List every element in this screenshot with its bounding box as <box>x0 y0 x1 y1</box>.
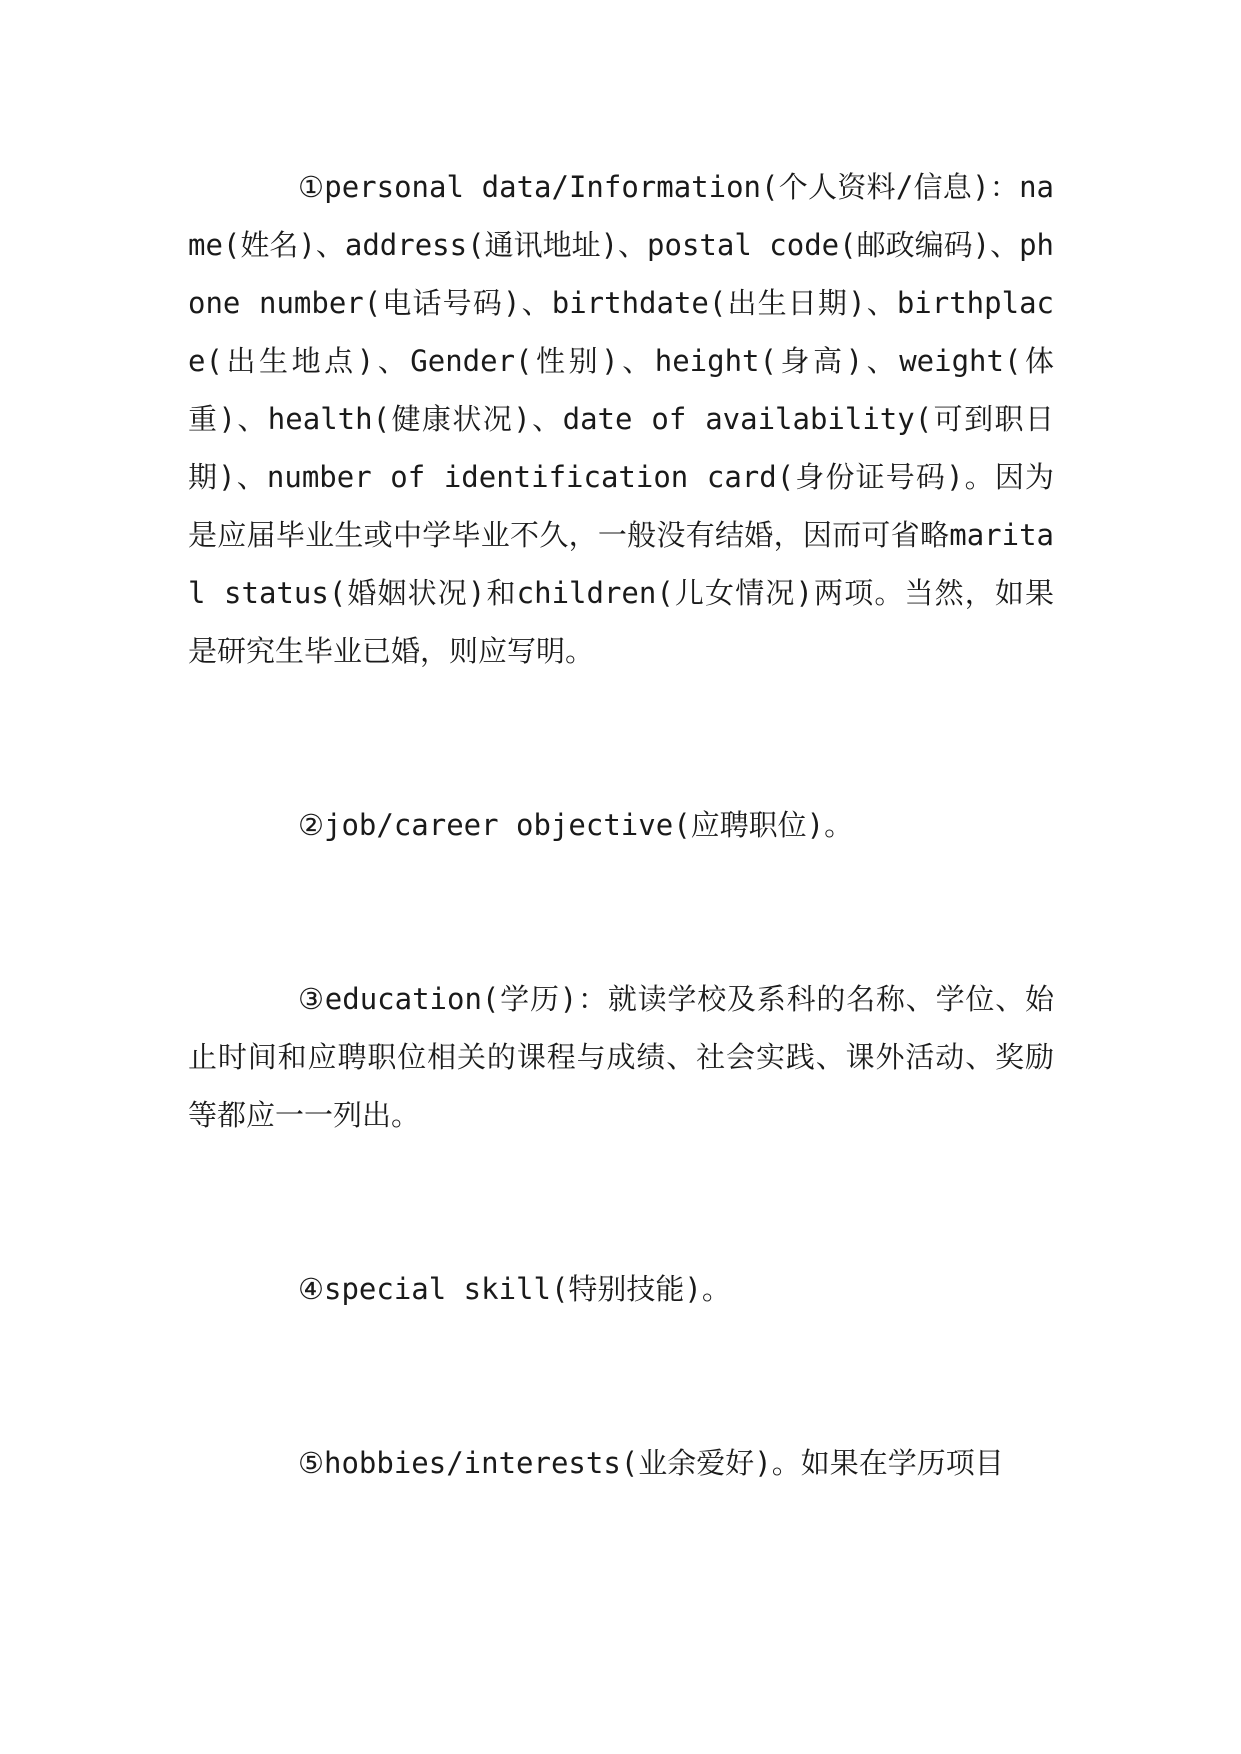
paragraph-job-objective: ②job/career objective(应聘职位)。 <box>298 808 854 842</box>
paragraph-personal-data: ①personal data/Information(个人资料/信息)：name(姓名)、address(通讯地址)、postal code(邮政编码)、phone number(电话号码)、birthdate(出生日期)、birthplace(出生地点)、Gender(性别)、height(身高)、weight(体重)、health(健康状况)、date of availability(可到职日期)、number of identification card(身份证号码)。因为是应届毕业生或中学毕业不久，一般没有结婚，因而可省略marital status(婚姻状况)和children(儿女情况)两项。当然，如果是研究生毕业已婚，则应写明。 <box>188 170 1054 668</box>
document-page <box>188 158 1054 1492</box>
paragraph-hobbies: ⑤hobbies/interests(业余爱好)。如果在学历项目 <box>298 1446 1004 1480</box>
paragraph-education: ③education(学历)：就读学校及系科的名称、学位、始止时间和应聘职位相关的课程与成绩、社会实践、课外活动、奖励等都应一一列出。 <box>188 982 1054 1132</box>
paragraph-special-skill: ④special skill(特别技能)。 <box>298 1272 731 1306</box>
